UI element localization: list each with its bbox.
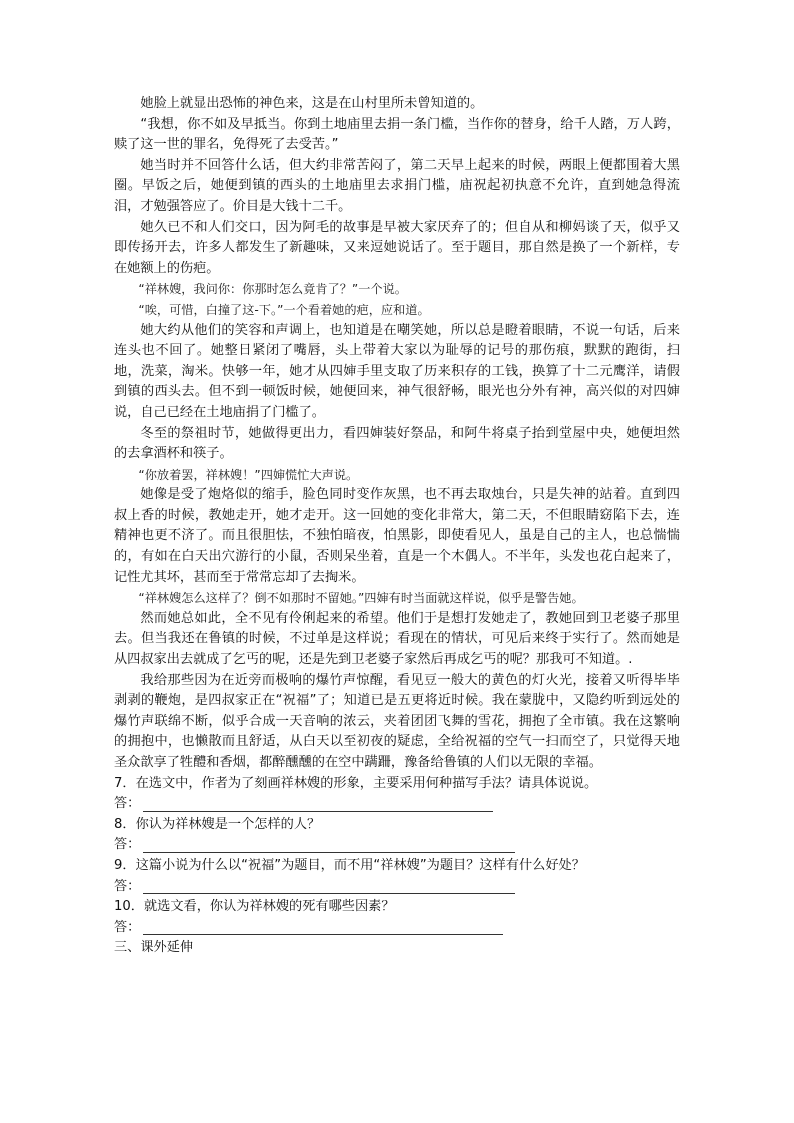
answer-label: 答：: [114, 837, 141, 853]
answer-label: 答：: [114, 919, 141, 935]
passage-paragraph: 然而她总如此，全不见有伶俐起来的希望。他们于是想打发她走了，教她回到卫老婆子那里去。但当我还在鲁镇的时候，不过单是这样说；看现在的情状，可见后来终于实行了。然而她是从四叔家出去就成了乞丐的呢，还是先到卫老婆子家然后再成乞丐的呢？那我可不知道。.: [114, 610, 680, 668]
answer-7-field[interactable]: [143, 797, 493, 812]
section-heading: 三、课外延伸: [114, 940, 194, 956]
answer-8-field[interactable]: [143, 838, 515, 853]
dialogue-line: “唉，可惜，白撞了这-下。”一个看着她的疤，应和道。: [138, 302, 430, 317]
answer-7: [114, 794, 680, 815]
question-9: 9．这篇小说为什么以“祝福”为题目，而不用“祥林嫂”为题目？这样有什么好处？: [114, 857, 585, 873]
passage-paragraph: 冬至的祭祖时节，她做得更出力，看四婶装好祭品，和阿牛将桌子抬到堂屋中央，她便坦然的去拿酒杯和筷子。: [114, 425, 680, 462]
answer-10-field[interactable]: [143, 920, 503, 935]
answer-label: 答：: [114, 796, 141, 812]
passage-paragraph: 她大约从他们的笑容和声调上，也知道是在嘲笑她，所以总是瞪着眼睛，不说一句话，后来连头也不回了。她整日紧闭了嘴唇，头上带着大家以为耻辱的记号的那伤痕，默默的跑街，扫地，洗菜，淘米。快够一年，她才从四婶手里支取了历来积存的工钱，换算了十二元鹰洋，请假到镇的西头去。但不到一顿饭时候，她便回来，神气很舒畅，眼光也分外有神，高兴似的对四婶说，自己已经在土地庙捐了门槛了。: [114, 322, 680, 420]
passage-paragraph: “我想，你不如及早抵当。你到土地庙里去捐一条门槛，当作你的替身，给千人踏，万人跨，赎了这一世的罪名，免得死了去受苦。”: [114, 116, 680, 153]
answer-10: [114, 918, 680, 939]
passage-paragraph: 她像是受了炮烙似的缩手，脸色同时变作灰黑，也不再去取烛台，只是失神的站着。直到四叔上香的时候，教她走开，她才走开。这一回她的变化非常大，第二天，不但眼睛窈陷下去，连精神也更不济了。而且很胆怯，不独怕暗夜，怕黑影，即使看见人，虽是自己的主人，也总惴惴的，有如在白天出穴游行的小鼠，否则呆坐着，直是一个木偶人。不半年，头发也花白起来了，记性尤其坏，甚而至于常常忘却了去掏米。: [114, 487, 680, 585]
passage-paragraph: 她脸上就显出恐怖的神色来，这是在山村里所未曾知道的。: [140, 96, 484, 111]
answer-label: 答：: [114, 878, 141, 894]
answer-9: [114, 877, 680, 898]
passage-paragraph: 她当时并不回答什么话，但大约非常苦闷了，第二天早上起来的时候，两眼上便都围着大黑圈。早饭之后，她便到镇的西头的土地庙里去求捐门槛，庙祝起初执意不允许，直到她急得流泪，才勉强答应了。价目是大钱十二千。: [114, 157, 680, 214]
dialogue-line: “祥林嫂怎么这样了？倒不如那时不留她。”四婶有时当面就这样说，似乎是警告她。: [138, 591, 584, 606]
question-10: 10．就选文看，你认为祥林嫂的死有哪些因素？: [114, 899, 395, 915]
document-body: [114, 94, 680, 959]
dialogue-line: “你放着罢，祥林嫂！”四婶慌忙大声说。: [138, 467, 359, 482]
answer-9-field[interactable]: [143, 879, 515, 894]
dialogue-line: “祥林嫂，我问你：你那时怎么竟肯了？”一个说。: [138, 282, 407, 297]
question-7: 7．在选文中，作者为了刻画祥林嫂的形象，主要采用何种描写手法？请具体说说。: [114, 775, 598, 791]
passage-paragraph: 我给那些因为在近旁而极响的爆竹声惊醒，看见豆一般大的黄色的灯火光，接着又听得毕毕剥剥的鞭炮，是四叔家正在“祝福”了；知道已是五更将近时候。我在蒙胧中，又隐约听到远处的爆竹声联绵不断，似乎合成一天音响的浓云，夹着团团飞舞的雪花，拥抱了全市镇。我在这繁响的拥抱中，也懒散而且舒适，从白天以至初夜的疑虑，全给祝福的空气一扫而空了，只觉得天地圣众歆享了牲醴和香烟，都醉醺醺的在空中蹒跚，豫备给鲁镇的人们以无限的幸福。: [114, 672, 680, 770]
question-8: 8．你认为祥林嫂是一个怎样的人？: [114, 816, 321, 832]
passage-paragraph: 她久已不和人们交口，因为阿毛的故事是早被大家厌弃了的；但自从和柳妈谈了天，似乎又即传扬开去，许多人都发生了新趣味，又来逗她说话了。至于题目，那自然是换了一个新样，专在她额上的伤疤。: [114, 219, 680, 276]
answer-8: [114, 835, 680, 856]
